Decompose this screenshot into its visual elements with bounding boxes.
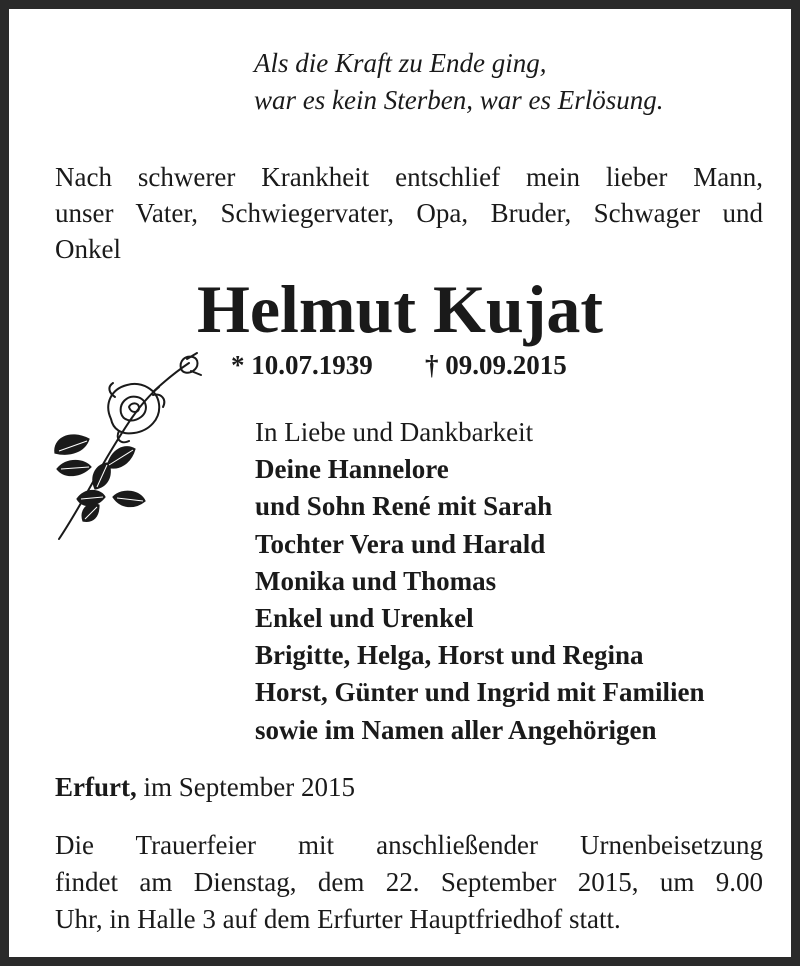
rose-icon	[49, 349, 209, 549]
death-date: † 09.09.2015	[425, 350, 567, 380]
motto-line: war es kein Sterben, war es Erlösung.	[254, 85, 664, 115]
funeral-line: findet am Dienstag, dem 22. September 2015, um 9.00	[55, 867, 763, 897]
mourner-name: sowie im Namen aller Angehörigen	[255, 714, 657, 745]
funeral-info	[55, 827, 763, 938]
funeral-line: Die Trauerfeier mit anschließender Urnenbeisetzung	[55, 830, 763, 860]
motto-line: Als die Kraft zu Ende ging,	[254, 48, 547, 78]
intro-line: unser Vater, Schwiegervater, Opa, Bruder, Schwager und	[55, 198, 763, 228]
motto	[254, 45, 663, 119]
mourner-name: Enkel und Urenkel	[255, 603, 474, 634]
place-date: im September 2015	[136, 772, 355, 802]
intro-line: Nach schwerer Krankheit entschlief mein lieber Mann,	[55, 162, 763, 192]
intro-text	[55, 159, 763, 267]
mourner-name: Brigitte, Helga, Horst und Regina	[255, 640, 644, 671]
intro-line: Onkel	[55, 234, 121, 264]
mourner-name: Tochter Vera und Harald	[255, 528, 546, 559]
place-city: Erfurt,	[55, 772, 137, 802]
funeral-line: Uhr, in Halle 3 auf dem Erfurter Hauptfriedhof statt.	[55, 904, 621, 934]
mourner-name: Horst, Günter und Ingrid mit Familien	[255, 677, 705, 708]
deceased-name: Helmut Kujat	[196, 271, 604, 347]
mourner-name: Deine Hannelore	[255, 454, 449, 485]
mourner-name: und Sohn René mit Sarah	[255, 491, 553, 522]
mourner-name: Monika und Thomas	[255, 565, 497, 596]
place-and-date	[55, 769, 355, 805]
mourners-list	[255, 414, 705, 749]
birth-date: * 10.07.1939	[231, 350, 373, 380]
mourners-lead: In Liebe und Dankbarkeit	[255, 417, 534, 447]
